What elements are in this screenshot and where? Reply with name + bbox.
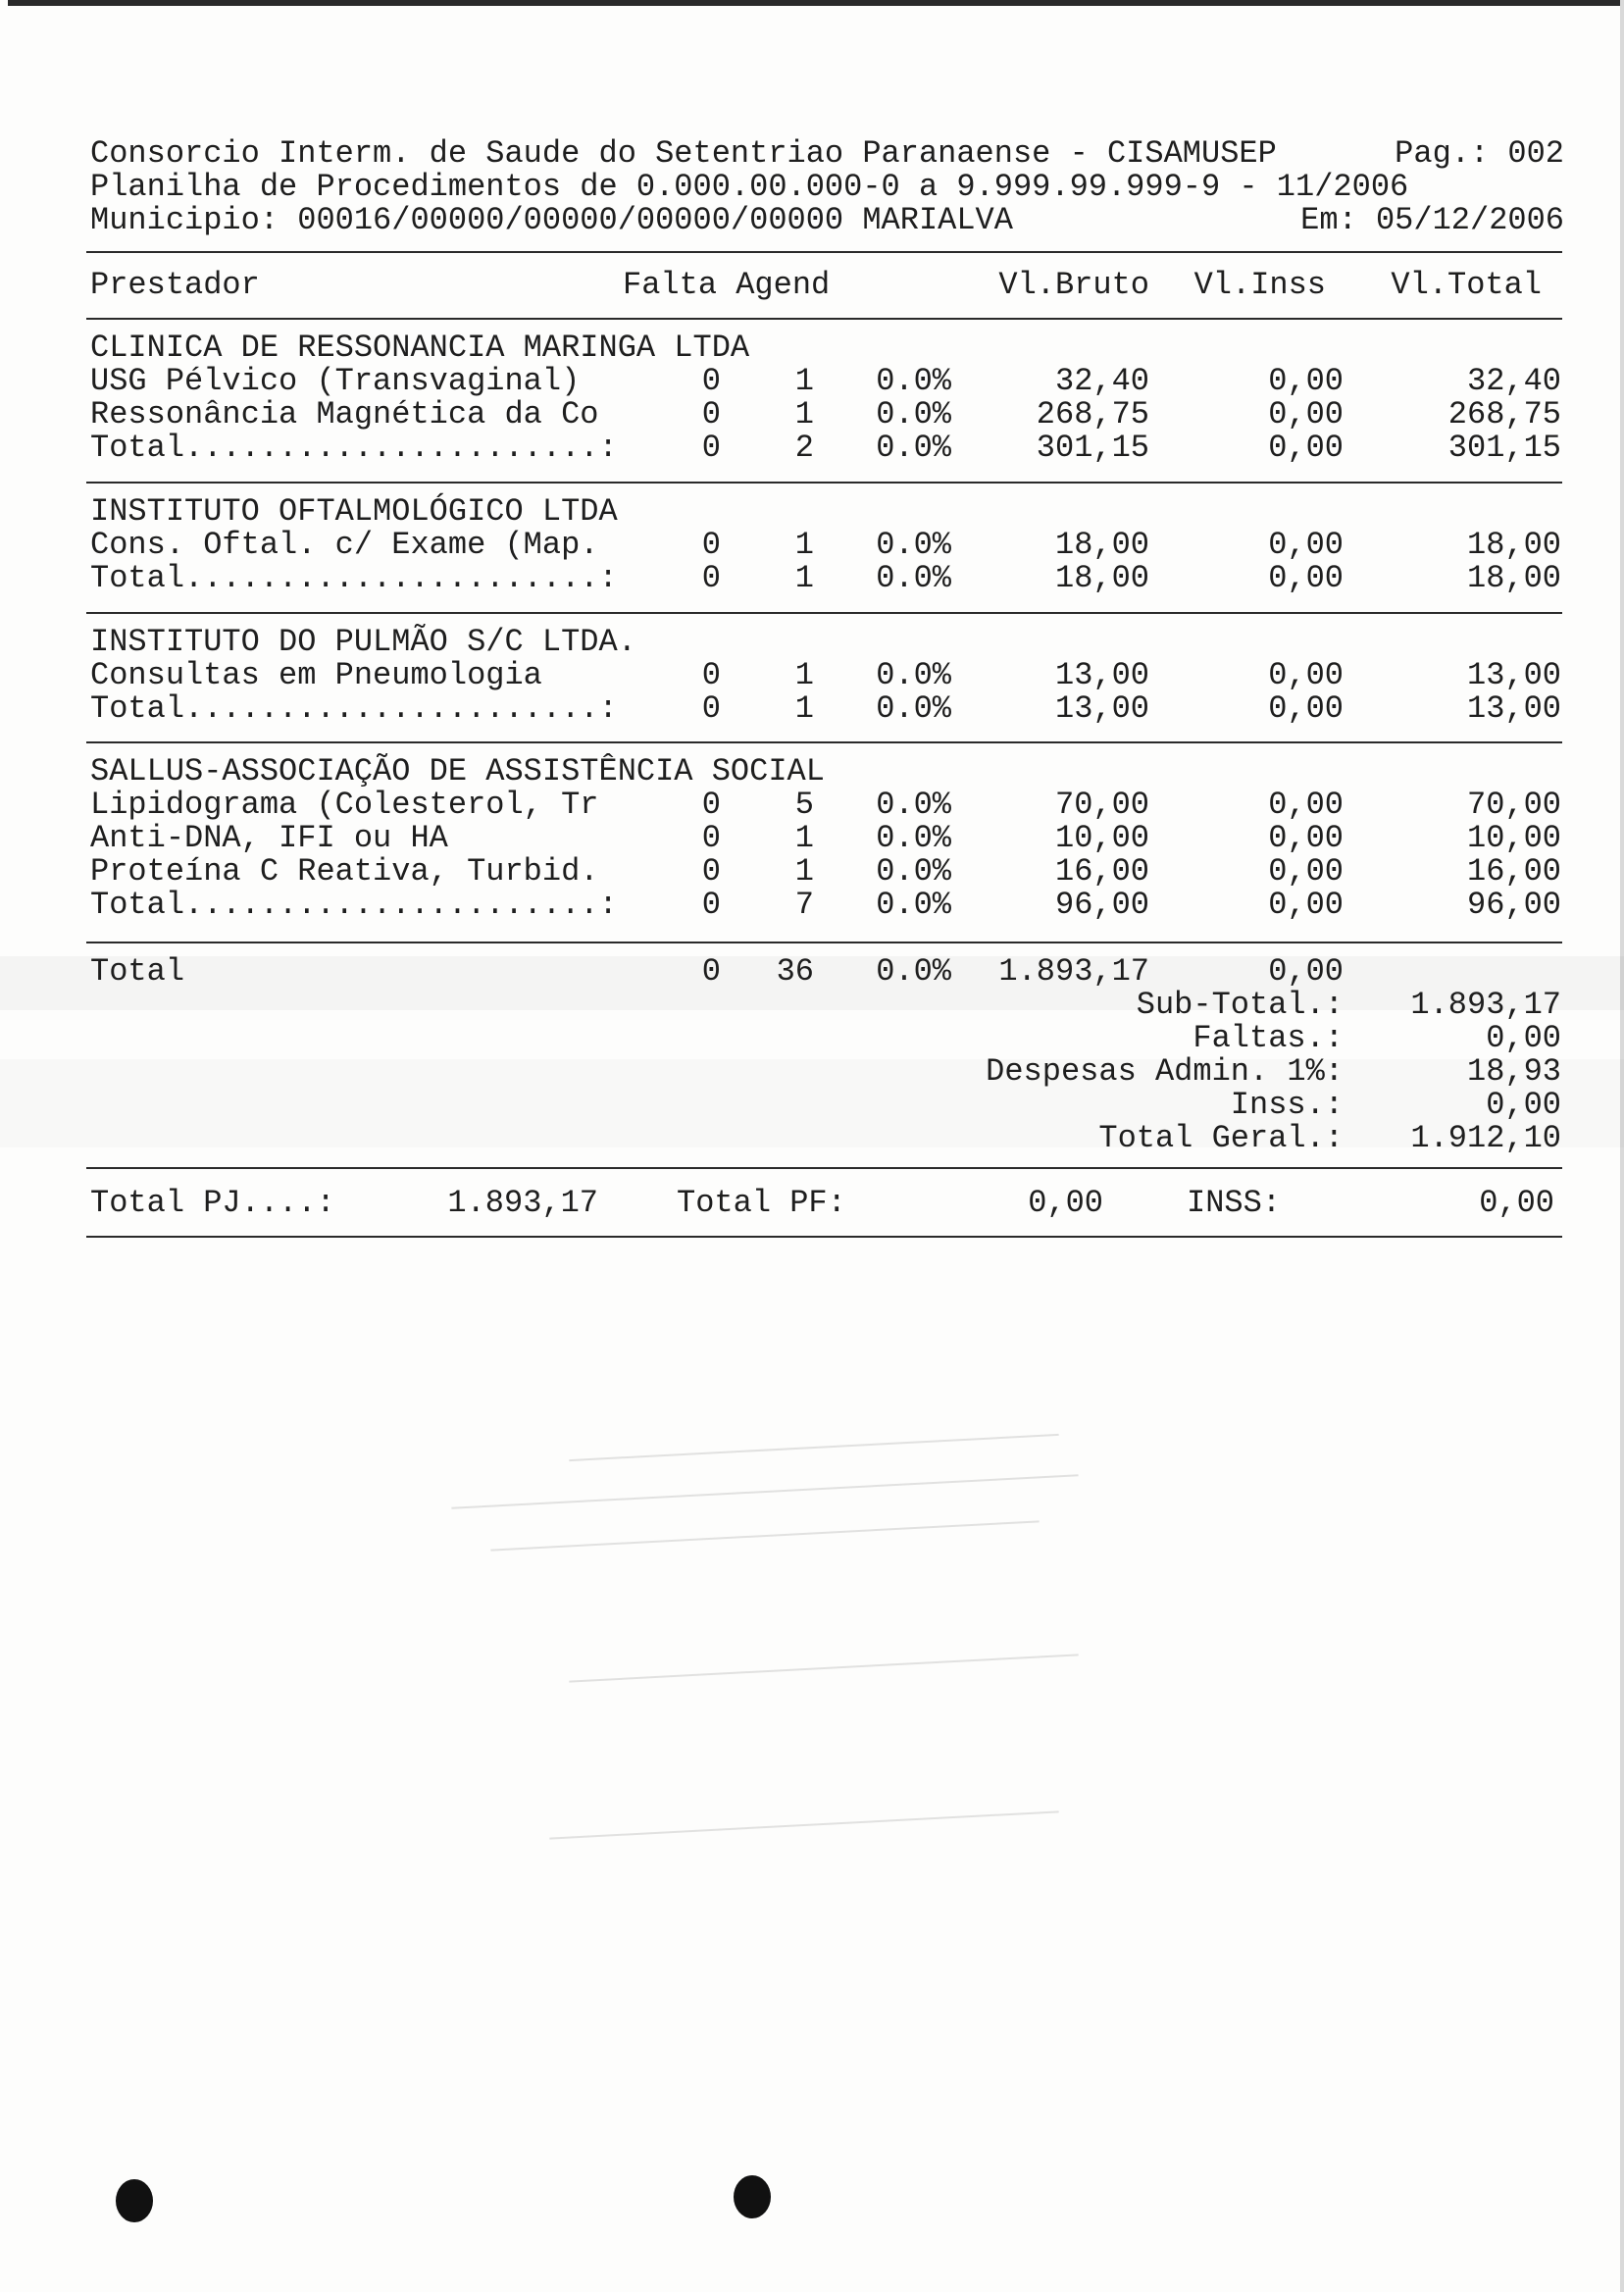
row-bruto: 13,00 (1054, 690, 1149, 727)
bleed-through-line (451, 1474, 1078, 1508)
row-falta: 0 (701, 690, 721, 727)
row-description: USG Pélvico (Transvaginal) (90, 363, 581, 399)
provider-name: CLINICA DE RESSONANCIA MARINGA LTDA (90, 330, 750, 366)
row-total: 70,00 (1466, 787, 1561, 823)
row-bruto: 301,15 (1036, 430, 1149, 466)
row-agend: 1 (794, 363, 814, 399)
row-bruto: 70,00 (1054, 787, 1149, 823)
summary-label: Faltas.: (1193, 1020, 1344, 1056)
row-description: Total......................: (90, 430, 618, 466)
row-falta: 0 (701, 853, 721, 890)
bleed-through-line (569, 1434, 1058, 1461)
group-divider (86, 482, 1562, 484)
provider-name: INSTITUTO OFTALMOLÓGICO LTDA (90, 493, 618, 530)
row-falta: 0 (701, 363, 721, 399)
row-inss: 0,00 (1268, 853, 1344, 890)
punch-hole (734, 2175, 771, 2218)
row-inss: 0,00 (1268, 657, 1344, 693)
row-description: Proteína C Reativa, Turbid. (90, 853, 599, 890)
divider (86, 942, 1562, 943)
grand-inss: 0,00 (1268, 953, 1344, 990)
row-falta: 0 (701, 787, 721, 823)
row-agend: 1 (794, 853, 814, 890)
row-falta: 0 (701, 396, 721, 433)
col-prestador: Prestador (90, 267, 260, 303)
divider (86, 318, 1562, 320)
row-description: Total......................: (90, 560, 618, 596)
inss-value: 0,00 (1479, 1185, 1554, 1221)
row-total: 96,00 (1466, 887, 1561, 923)
total-pj-value: 1.893,17 (447, 1185, 598, 1221)
total-pf-value: 0,00 (1028, 1185, 1103, 1221)
row-pct: 0.0% (876, 560, 951, 596)
row-agend: 7 (794, 887, 814, 923)
row-bruto: 18,00 (1054, 527, 1149, 563)
row-inss: 0,00 (1268, 527, 1344, 563)
group-divider (86, 612, 1562, 614)
row-total: 18,00 (1466, 560, 1561, 596)
summary-label: Inss.: (1230, 1087, 1344, 1123)
row-description: Cons. Oftal. c/ Exame (Map. (90, 527, 599, 563)
page-number: Pag.: 002 (1395, 135, 1564, 172)
col-falta-agend: Falta Agend (623, 267, 831, 303)
row-description: Total......................: (90, 690, 618, 727)
row-bruto: 10,00 (1054, 820, 1149, 856)
row-pct: 0.0% (876, 363, 951, 399)
summary-label: Despesas Admin. 1%: (986, 1053, 1344, 1090)
row-inss: 0,00 (1268, 820, 1344, 856)
bleed-through-line (490, 1520, 1039, 1551)
row-agend: 1 (794, 690, 814, 727)
total-pf-label: Total PF: (677, 1185, 846, 1221)
provider-name: SALLUS-ASSOCIAÇÃO DE ASSISTÊNCIA SOCIAL (90, 753, 825, 789)
report-subtitle: Planilha de Procedimentos de 0.000.00.000-0 a 9.999.99.999-9 - 11/2006 (90, 169, 1409, 205)
row-bruto: 32,40 (1054, 363, 1149, 399)
summary-value: 1.912,10 (1410, 1120, 1561, 1156)
row-pct: 0.0% (876, 853, 951, 890)
row-falta: 0 (701, 657, 721, 693)
grand-total-label: Total (90, 953, 185, 990)
report-title: Consorcio Interm. de Saude do Setentriao Paranaense - CISAMUSEP (90, 135, 1277, 172)
group-divider (86, 741, 1562, 743)
row-falta: 0 (701, 527, 721, 563)
row-agend: 5 (794, 787, 814, 823)
row-description: Ressonância Magnética da Co (90, 396, 599, 433)
scan-border (8, 0, 1624, 6)
bleed-through-text (431, 1324, 981, 1383)
row-description: Lipidograma (Colesterol, Tr (90, 787, 599, 823)
row-description: Anti-DNA, IFI ou HA (90, 820, 448, 856)
summary-value: 0,00 (1486, 1020, 1561, 1056)
row-pct: 0.0% (876, 887, 951, 923)
row-pct: 0.0% (876, 396, 951, 433)
row-inss: 0,00 (1268, 690, 1344, 727)
summary-value: 1.893,17 (1410, 987, 1561, 1023)
row-falta: 0 (701, 560, 721, 596)
row-agend: 2 (794, 430, 814, 466)
row-bruto: 13,00 (1054, 657, 1149, 693)
col-inss: Vl.Inss (1193, 267, 1326, 303)
divider (86, 1236, 1562, 1238)
issue-date: Em: 05/12/2006 (1300, 202, 1564, 238)
row-agend: 1 (794, 657, 814, 693)
row-pct: 0.0% (876, 657, 951, 693)
row-bruto: 96,00 (1054, 887, 1149, 923)
row-total: 18,00 (1466, 527, 1561, 563)
summary-label: Sub-Total.: (1136, 987, 1344, 1023)
row-total: 13,00 (1466, 657, 1561, 693)
row-pct: 0.0% (876, 690, 951, 727)
row-description: Total......................: (90, 887, 618, 923)
row-total: 268,75 (1447, 396, 1561, 433)
row-inss: 0,00 (1268, 363, 1344, 399)
row-total: 10,00 (1466, 820, 1561, 856)
row-falta: 0 (701, 887, 721, 923)
row-pct: 0.0% (876, 527, 951, 563)
row-bruto: 16,00 (1054, 853, 1149, 890)
divider (86, 251, 1562, 253)
municipality: Municipio: 00016/00000/00000/00000/00000 MARIALVA (90, 202, 1013, 238)
col-total: Vl.Total (1391, 267, 1542, 303)
row-total: 32,40 (1466, 363, 1561, 399)
provider-name: INSTITUTO DO PULMÃO S/C LTDA. (90, 624, 636, 660)
total-pj-label: Total PJ....: (90, 1185, 335, 1221)
grand-agend: 36 (776, 953, 814, 990)
grand-bruto: 1.893,17 (998, 953, 1149, 990)
row-total: 301,15 (1447, 430, 1561, 466)
row-inss: 0,00 (1268, 560, 1344, 596)
row-inss: 0,00 (1268, 430, 1344, 466)
row-agend: 1 (794, 820, 814, 856)
row-agend: 1 (794, 396, 814, 433)
bleed-through-line (549, 1810, 1058, 1839)
inss-label: INSS: (1187, 1185, 1282, 1221)
row-falta: 0 (701, 820, 721, 856)
divider (86, 1167, 1562, 1169)
row-inss: 0,00 (1268, 887, 1344, 923)
bleed-through-line (569, 1654, 1078, 1682)
col-bruto: Vl.Bruto (998, 267, 1149, 303)
grand-falta: 0 (701, 953, 721, 990)
summary-label: Total Geral.: (1098, 1120, 1344, 1156)
row-inss: 0,00 (1268, 396, 1344, 433)
row-bruto: 268,75 (1036, 396, 1149, 433)
summary-value: 18,93 (1466, 1053, 1561, 1090)
punch-hole (116, 2179, 153, 2222)
row-pct: 0.0% (876, 820, 951, 856)
row-total: 16,00 (1466, 853, 1561, 890)
row-description: Consultas em Pneumologia (90, 657, 542, 693)
row-agend: 1 (794, 560, 814, 596)
row-total: 13,00 (1466, 690, 1561, 727)
grand-pct: 0.0% (876, 953, 951, 990)
summary-value: 0,00 (1486, 1087, 1561, 1123)
row-bruto: 18,00 (1054, 560, 1149, 596)
row-pct: 0.0% (876, 787, 951, 823)
row-falta: 0 (701, 430, 721, 466)
row-inss: 0,00 (1268, 787, 1344, 823)
row-pct: 0.0% (876, 430, 951, 466)
row-agend: 1 (794, 527, 814, 563)
